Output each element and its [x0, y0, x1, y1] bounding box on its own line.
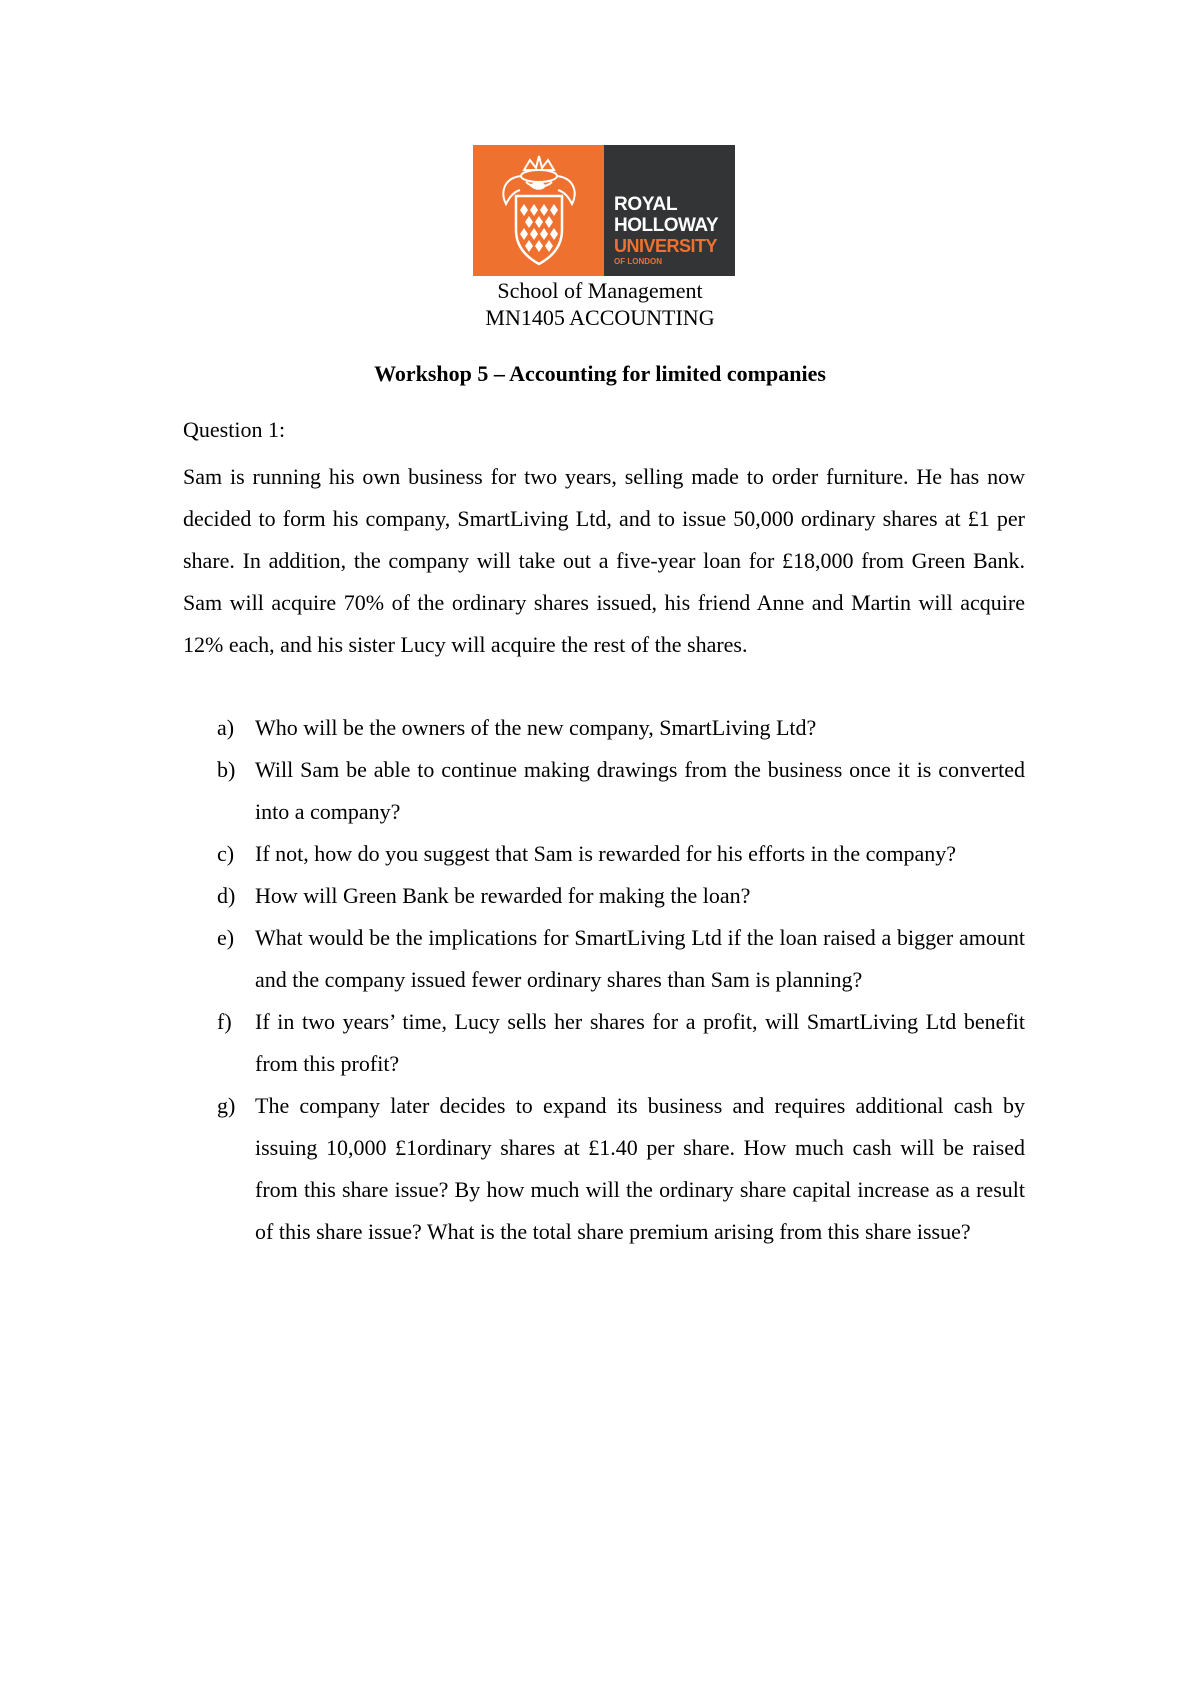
- school-name: School of Management: [497, 278, 703, 303]
- wordmark-holloway: HOLLOWAY: [614, 215, 719, 236]
- sub-question-e: [183, 917, 1025, 1001]
- crest-icon: [473, 145, 604, 276]
- sub-question-letter: a): [217, 715, 235, 740]
- sub-question-letter: e): [217, 925, 235, 950]
- university-logo: [473, 145, 735, 276]
- sub-question-text: If in two years’ time, Lucy sells her shares for a profit, will SmartLiving Ltd benefit from this profit?: [255, 1009, 1025, 1076]
- sub-question-a: [183, 707, 1025, 749]
- sub-question-text: What would be the implications for SmartLiving Ltd if the loan raised a bigger amount and the company issued fewer ordinary shares than Sam is planning?: [255, 925, 1025, 992]
- sub-question-text: How will Green Bank be rewarded for making the loan?: [255, 883, 751, 908]
- sub-question-letter: d): [217, 883, 236, 908]
- crest-graphic: [494, 152, 584, 270]
- sub-question-text: If not, how do you suggest that Sam is rewarded for his efforts in the company?: [255, 841, 957, 866]
- course-code: MN1405 ACCOUNTING: [485, 305, 715, 330]
- sub-question-d: [183, 875, 1025, 917]
- wordmark-of-london: OF LONDON: [614, 257, 662, 266]
- sub-question-list: [183, 707, 1025, 1253]
- sub-question-text: The company later decides to expand its business and requires additional cash by issuing 10,000 £1ordinary shares at £1.40 per share. How much cash will be raised from this share issue? By how much will the ordinary share capital increase as a result of this share issue? What is the total share premium arising from this share issue?: [255, 1093, 1025, 1244]
- sub-question-text: Will Sam be able to continue making drawings from the business once it is converted into a company?: [255, 757, 1025, 824]
- wordmark-royal: ROYAL: [614, 194, 678, 215]
- sub-question-b: [183, 749, 1025, 833]
- sub-question-text: Who will be the owners of the new company, SmartLiving Ltd?: [255, 715, 817, 740]
- workshop-title: Workshop 5 – Accounting for limited companies: [374, 361, 826, 386]
- sub-question-letter: f): [217, 1009, 232, 1034]
- sub-question-f: [183, 1001, 1025, 1085]
- sub-question-g: [183, 1085, 1025, 1253]
- sub-question-c: [183, 833, 1025, 875]
- wordmark-university: UNIVERSITY: [614, 236, 718, 256]
- sub-question-letter: g): [217, 1093, 236, 1118]
- university-wordmark: [604, 145, 735, 276]
- sub-question-letter: c): [217, 841, 235, 866]
- question-label: Question 1:: [183, 417, 286, 442]
- question-intro: Sam is running his own business for two years, selling made to order furniture. He has now decided to form his company, SmartLiving Ltd, and to issue 50,000 ordinary shares at £1 per share. In addition, the company will take out a five-year loan for £18,000 from Green Bank. Sam will acquire 70% of the ordinary shares issued, his friend Anne and Martin will acquire 12% each, and his sister Lucy will acquire the rest of the shares.: [183, 464, 1025, 657]
- sub-question-letter: b): [217, 757, 236, 782]
